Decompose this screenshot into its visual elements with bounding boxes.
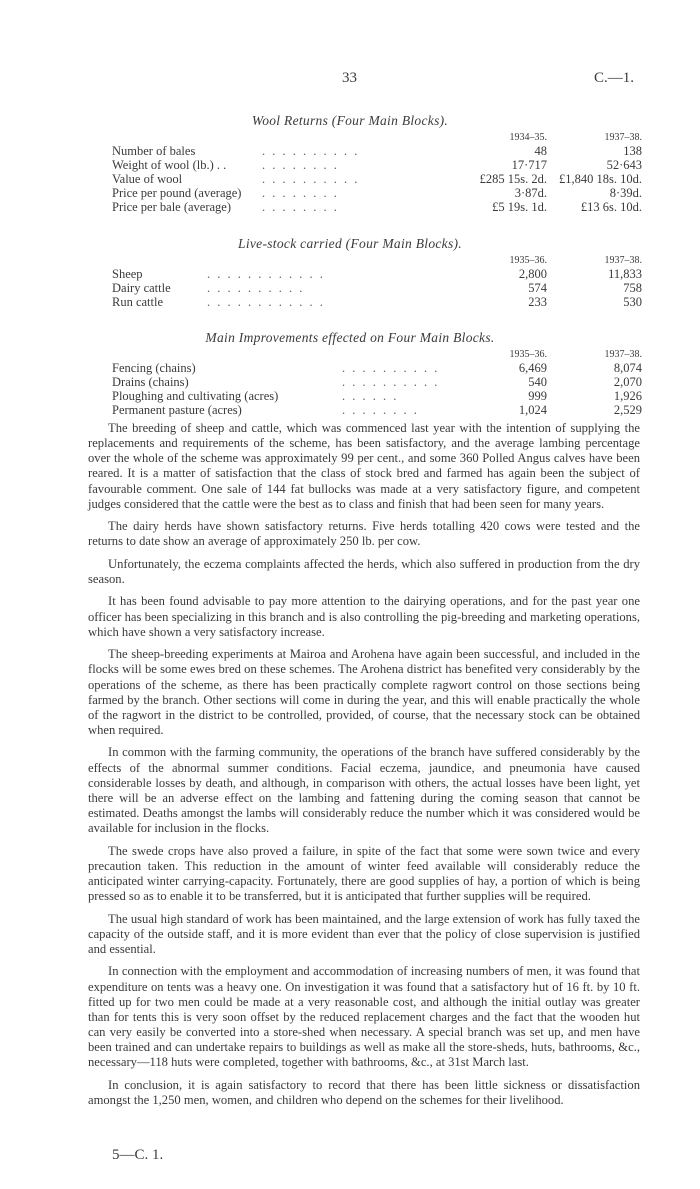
improvements-table-header-row [112,349,642,361]
value-1937-38: 2,529 [613,403,642,417]
paragraph: The sheep-breeding experiments at Mairoa and Arohena have again been successful, and included in the flocks will be some ewes bred on these schemes. The Arohena district has benefited very considerably by the operations of the scheme, as there has been practically complete ragwort control on those sections being farmed by the branch. Other sections will come in during the year, and this will enable practically the whole of the ragwort in the district to be controlled, provided, of course, that the necessary stock can be obtained when required. [88,647,640,737]
table-row [112,389,642,403]
table-row [112,361,642,375]
value-1937-38: 758 [623,281,642,295]
leader-dots: . . . . . . . . . . . . [207,267,325,281]
leader-dots: . . . . . . . . . . [207,281,305,295]
value-1937-38: 52·643 [606,158,642,172]
table-row [112,403,642,417]
row-label: Dairy cattle [112,281,171,295]
row-label: Fencing (chains) [112,361,196,375]
paragraph: The breeding of sheep and cattle, which was commenced last year with the intention of supplying the replacements and requirements of the scheme, has been satisfactory, and the average lambing percentage over the whole of the scheme was approximately 99 per cent., and some 360 Polled Angus calves have been reared. It is a matter of satisfaction that the class of stock bred and farmed has again been the subject of favourable comment. One sale of 144 fat bullocks was made at a very satisfactory figure, and competent judges considered that the cattle were the best as to class and finish that had been seen for many years. [88,421,640,511]
value-1935-36: 233 [528,295,547,309]
value-1937-38: 138 [623,144,642,158]
value-1937-38: 2,070 [613,375,642,389]
value-1934-35: 48 [534,144,547,158]
table-row [112,281,642,295]
improvements-table-title: Main Improvements effected on Four Main Blocks. [205,330,495,345]
value-1937-38: £1,840 18s. 10d. [559,172,642,186]
row-label: Weight of wool (lb.) . . [112,158,227,172]
row-label: Value of wool [112,172,183,186]
paragraph: The swede crops have also proved a failure, in spite of the fact that some were sown twice and every precaution taken. This reduction in the amount of winter feed available will considerably reduce the anticipated winter carrying-capacity. Fortunately, there are good supplies of hay, a portion of which is being pressed so as to enable it to be transferred, but it is anticipated that further supplies will be required. [88,843,640,904]
wool-table [112,132,642,214]
value-1937-38: 8·39d. [609,186,642,200]
row-label: Permanent pasture (acres) [112,403,242,417]
value-1935-36: 1,024 [518,403,547,417]
paragraph: The dairy herds have shown satisfactory returns. Five herds totalling 420 cows were tested and the returns to date show an average of approximately 250 lb. per cow. [88,519,640,549]
leader-dots: . . . . . . . . [342,403,419,417]
value-1935-36: 574 [528,281,547,295]
table-row [112,200,642,214]
table-row [112,375,642,389]
body-text [88,421,640,1115]
leader-dots: . . . . . . . . . . [342,361,440,375]
wool-table-title: Wool Returns (Four Main Blocks). [251,113,449,128]
row-label: Number of bales [112,144,196,158]
paragraph: Unfortunately, the eczema complaints affected the herds, which also suffered in production from the dry season. [88,556,640,586]
leader-dots: . . . . . . . . [262,200,339,214]
row-label: Price per pound (average) [112,186,242,200]
paragraph: In common with the farming community, the operations of the branch have suffered considerably by the effects of the abnormal summer conditions. Facial eczema, jaundice, and pneumonia have caused considerable losses by death, and although, in comparison with others, the actual losses have been light, yet there will be an adverse effect on the lambing and fattening during the coming season that cannot be estimated. Deaths amongst the lambs will considerably reduce the number which it was considered would be available for inclusion in the flocks. [88,745,640,836]
leader-dots: . . . . . . . . . . [262,144,360,158]
column-header: 1937–38. [604,349,642,360]
value-1937-38: £13 6s. 10d. [580,200,642,214]
value-1937-38: 530 [623,295,642,309]
table-row [112,186,642,200]
column-header: 1935–36. [509,349,547,360]
improvements-table [112,349,642,417]
page-header [0,70,700,90]
leader-dots: . . . . . . . . . . . . [207,295,325,309]
leader-dots: . . . . . . . . [262,186,339,200]
value-1935-36: 2,800 [518,267,547,281]
paragraph: In connection with the employment and accommodation of increasing numbers of men, it was found that expenditure on tents was a heavy one. On investigation it was found that a satisfactory hut of 16 ft. by 10 ft. fitted up for two men could be made at a very reasonable cost, and although the initial outlay was greater than for tents this is very soon offset by the reduced replacement charges and the fact that the wooden hut can very easily be converted into a store-shed when necessary. A special branch was set up, and men have been trained and can undertake repairs to buildings as well as make all the store-sheds, huts, bathrooms, &c., necessary—118 huts were completed, together with bathrooms, &c., at 31st March last. [88,964,640,1070]
row-label: Drains (chains) [112,375,189,389]
footer-reference: 5—C. 1. [112,1147,164,1163]
value-1935-36: 999 [528,389,547,403]
table-row [112,158,642,172]
value-1934-35: 17·717 [511,158,547,172]
page-number: 33 [342,70,357,86]
row-label: Run cattle [112,295,164,309]
row-label: Ploughing and cultivating (acres) [112,389,279,403]
paragraph: It has been found advisable to pay more attention to the dairying operations, and for the past year one officer has been specializing in this branch and is also controlling the pig-breeding and marketing operations, which have shown a very satisfactory increase. [88,594,640,639]
column-header: 1935–36. [509,255,547,266]
leader-dots: . . . . . . [342,389,399,403]
table-row [112,144,642,158]
value-1935-36: 540 [528,375,547,389]
column-header: 1937–38. [604,132,642,143]
leader-dots: . . . . . . . . . . [262,172,360,186]
livestock-table-title: Live-stock carried (Four Main Blocks). [238,236,462,251]
wool-table-header-row [112,132,642,144]
row-label: Sheep [112,267,143,281]
table-row [112,267,642,281]
leader-dots: . . . . . . . . . . [342,375,440,389]
paragraph: The usual high standard of work has been maintained, and the large extension of work has fully taxed the capacity of the outside staff, and it is more evident than ever that the policy of close supervision is justified and essential. [88,911,640,956]
value-1935-36: 6,469 [518,361,547,375]
value-1934-35: £5 19s. 1d. [492,200,547,214]
value-1934-35: 3·87d. [514,186,547,200]
value-1934-35: £285 15s. 2d. [479,172,547,186]
leader-dots: . . . . . . . . [262,158,339,172]
table-row [112,295,642,309]
value-1937-38: 1,926 [613,389,642,403]
value-1937-38: 11,833 [608,267,642,281]
table-row [112,172,642,186]
livestock-table [112,255,642,309]
value-1937-38: 8,074 [613,361,642,375]
livestock-table-header-row [112,255,642,267]
column-header: 1934–35. [509,132,547,143]
column-header: 1937–38. [604,255,642,266]
paragraph: In conclusion, it is again satisfactory to record that there has been little sickness or dissatisfaction amongst the 1,250 men, women, and children who depend on the schemes for their livelihood. [88,1077,640,1107]
row-label: Price per bale (average) [112,200,232,214]
document-reference: C.—1. [594,70,635,86]
